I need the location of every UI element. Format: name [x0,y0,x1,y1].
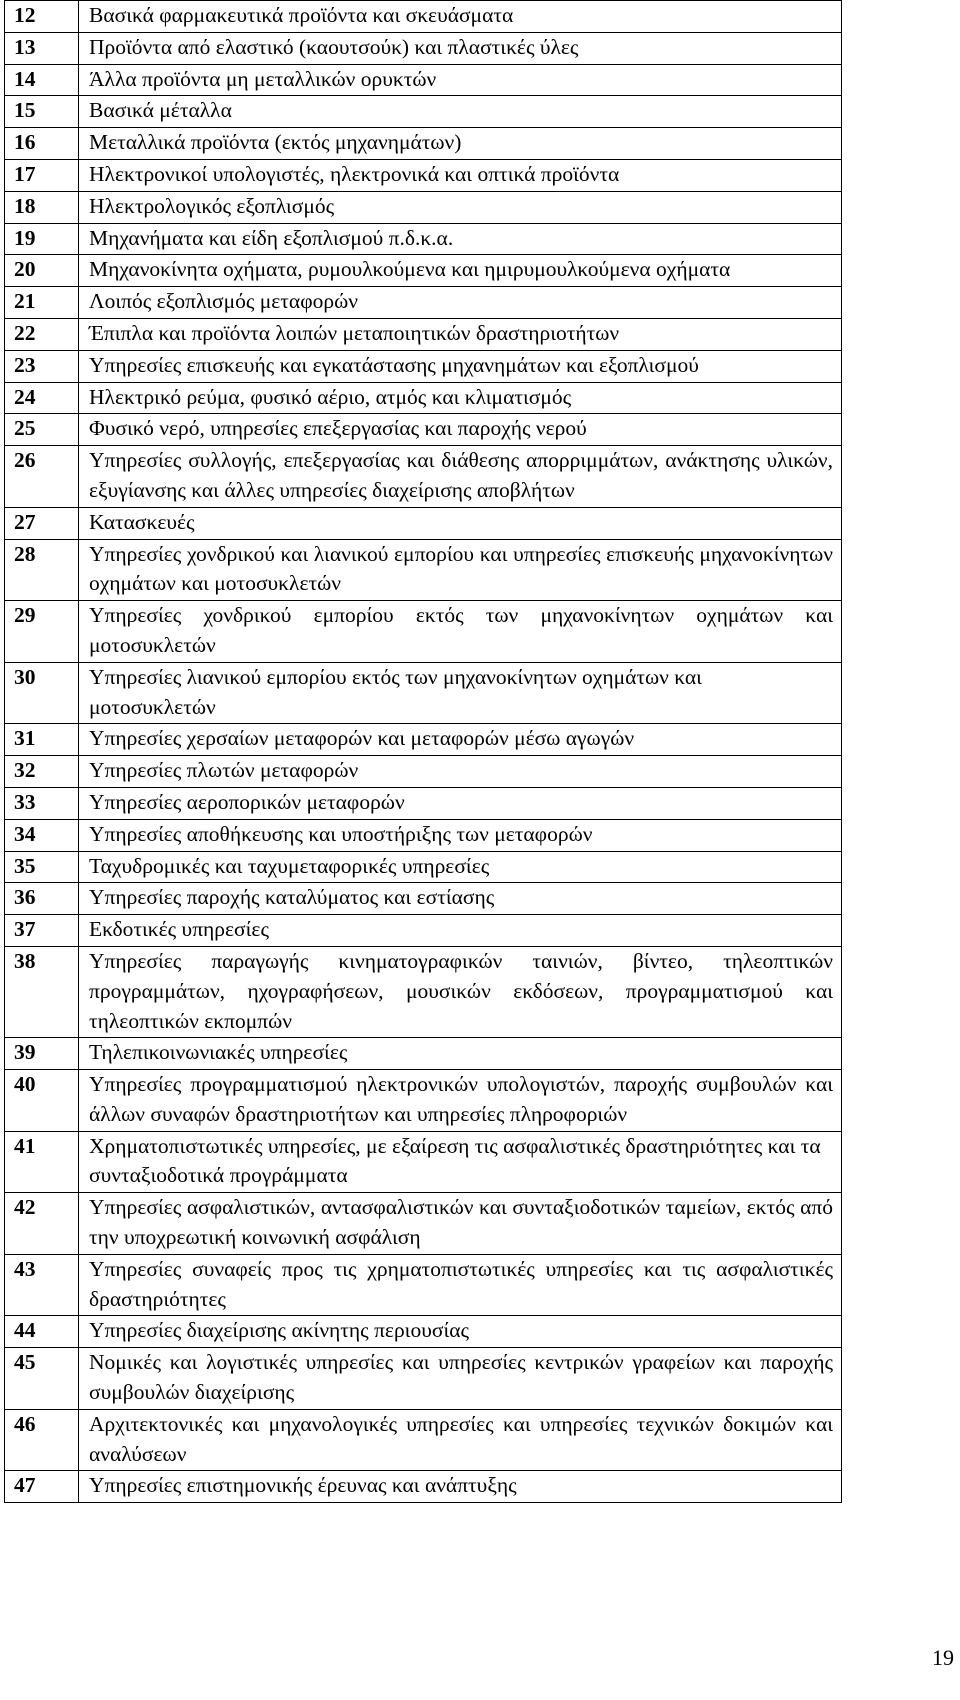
row-number: 24 [5,382,79,414]
table-row [5,1,842,33]
row-description: Μηχανήματα και είδη εξοπλισμού π.δ.κ.α. [79,223,842,255]
table-row [5,1131,842,1193]
table-row [5,851,842,883]
classification-table [4,0,842,1503]
row-number: 29 [5,601,79,663]
row-description: Μεταλλικά προϊόντα (εκτός μηχανημάτων) [79,128,842,160]
row-number: 14 [5,64,79,96]
row-description: Βασικά μέταλλα [79,96,842,128]
row-number: 26 [5,446,79,508]
row-number: 45 [5,1348,79,1410]
table-row [5,64,842,96]
table-row [5,32,842,64]
row-number: 40 [5,1070,79,1132]
row-number: 31 [5,724,79,756]
table-row [5,787,842,819]
row-number: 23 [5,350,79,382]
row-number: 21 [5,287,79,319]
table-row [5,915,842,947]
row-number: 47 [5,1471,79,1503]
row-description: Υπηρεσίες χονδρικού εμπορίου εκτός των μηχανοκίνητων οχημάτων και μοτοσυκλετών [79,601,842,663]
row-number: 15 [5,96,79,128]
row-number: 30 [5,662,79,724]
row-number: 38 [5,946,79,1037]
table-row [5,883,842,915]
row-description: Ηλεκτρολογικός εξοπλισμός [79,191,842,223]
row-number: 19 [5,223,79,255]
table-row [5,287,842,319]
row-description: Ηλεκτρονικοί υπολογιστές, ηλεκτρονικά και οπτικά προϊόντα [79,159,842,191]
row-description: Υπηρεσίες πλωτών μεταφορών [79,756,842,788]
row-number: 43 [5,1254,79,1316]
row-number: 46 [5,1409,79,1471]
row-number: 17 [5,159,79,191]
table-row [5,255,842,287]
row-number: 22 [5,318,79,350]
row-description: Υπηρεσίες συναφείς προς τις χρηματοπιστωτικές υπηρεσίες και τις ασφαλιστικές δραστηριότητες [79,1254,842,1316]
row-number: 33 [5,787,79,819]
row-description: Βασικά φαρμακευτικά προϊόντα και σκευάσματα [79,1,842,33]
row-description: Προϊόντα από ελαστικό (καουτσούκ) και πλαστικές ύλες [79,32,842,64]
row-description: Μηχανοκίνητα οχήματα, ρυμουλκούμενα και ημιρυμουλκούμενα οχήματα [79,255,842,287]
table-row [5,191,842,223]
row-number: 18 [5,191,79,223]
row-description: Λοιπός εξοπλισμός μεταφορών [79,287,842,319]
table-row [5,1193,842,1255]
row-number: 13 [5,32,79,64]
page-number: 19 [932,1645,954,1670]
row-description: Τηλεπικοινωνιακές υπηρεσίες [79,1038,842,1070]
table-row [5,350,842,382]
table-row [5,1316,842,1348]
table-row [5,507,842,539]
row-description: Κατασκευές [79,507,842,539]
row-number: 27 [5,507,79,539]
row-number: 36 [5,883,79,915]
table-row [5,1471,842,1503]
table-row [5,414,842,446]
row-description: Ταχυδρομικές και ταχυμεταφορικές υπηρεσίες [79,851,842,883]
row-description: Υπηρεσίες χονδρικού και λιανικού εμπορίου και υπηρεσίες επισκευής μηχανοκίνητων οχημάτων και μοτοσυκλετών [79,539,842,601]
row-description: Άλλα προϊόντα μη μεταλλικών ορυκτών [79,64,842,96]
row-description: Υπηρεσίες χερσαίων μεταφορών και μεταφορών μέσω αγωγών [79,724,842,756]
table-row [5,1254,842,1316]
row-description: Εκδοτικές υπηρεσίες [79,915,842,947]
table-row [5,318,842,350]
table-row [5,223,842,255]
row-number: 44 [5,1316,79,1348]
row-number: 28 [5,539,79,601]
row-description: Χρηματοπιστωτικές υπηρεσίες, με εξαίρεση τις ασφαλιστικές δραστηριότητες και τα συνταξιοδοτικά προγράμματα [79,1131,842,1193]
row-description: Υπηρεσίες αποθήκευσης και υποστήριξης των μεταφορών [79,819,842,851]
table-row [5,724,842,756]
row-description: Υπηρεσίες ασφαλιστικών, αντασφαλιστικών και συνταξιοδοτικών ταμείων, εκτός από την υποχρεωτική κοινωνική ασφάλιση [79,1193,842,1255]
row-description: Φυσικό νερό, υπηρεσίες επεξεργασίας και παροχής νερού [79,414,842,446]
table-row [5,382,842,414]
row-number: 32 [5,756,79,788]
row-description: Ηλεκτρικό ρεύμα, φυσικό αέριο, ατμός και κλιματισμός [79,382,842,414]
row-number: 37 [5,915,79,947]
table-row [5,946,842,1037]
table-row [5,128,842,160]
row-description: Έπιπλα και προϊόντα λοιπών μεταποιητικών δραστηριοτήτων [79,318,842,350]
row-description: Νομικές και λογιστικές υπηρεσίες και υπηρεσίες κεντρικών γραφείων και παροχής συμβουλών διαχείρισης [79,1348,842,1410]
row-description: Υπηρεσίες παροχής καταλύματος και εστίασης [79,883,842,915]
row-number: 20 [5,255,79,287]
table-row [5,756,842,788]
row-number: 25 [5,414,79,446]
row-number: 42 [5,1193,79,1255]
row-number: 39 [5,1038,79,1070]
table-row [5,1409,842,1471]
row-number: 16 [5,128,79,160]
table-row [5,1348,842,1410]
row-description: Υπηρεσίες προγραμματισμού ηλεκτρονικών υπολογιστών, παροχής συμβουλών και άλλων συναφών δραστηριοτήτων και υπηρεσίες πληροφοριών [79,1070,842,1132]
table-row [5,662,842,724]
row-description: Υπηρεσίες συλλογής, επεξεργασίας και διάθεσης απορριμμάτων, ανάκτησης υλικών, εξυγίανσης και άλλες υπηρεσίες διαχείρισης αποβλήτων [79,446,842,508]
table-row [5,96,842,128]
row-number: 34 [5,819,79,851]
row-number: 12 [5,1,79,33]
table-row [5,1038,842,1070]
row-description: Υπηρεσίες επιστημονικής έρευνας και ανάπτυξης [79,1471,842,1503]
row-number: 41 [5,1131,79,1193]
row-description: Υπηρεσίες επισκευής και εγκατάστασης μηχανημάτων και εξοπλισμού [79,350,842,382]
row-description: Υπηρεσίες παραγωγής κινηματογραφικών ταινιών, βίντεο, τηλεοπτικών προγραμμάτων, ηχογραφήσεων, μουσικών εκδόσεων, προγραμματισμού και τηλεοπτικών εκπομπών [79,946,842,1037]
row-description: Αρχιτεκτονικές και μηχανολογικές υπηρεσίες και υπηρεσίες τεχνικών δοκιμών και αναλύσεων [79,1409,842,1471]
table-row [5,1070,842,1132]
row-number: 35 [5,851,79,883]
row-description: Υπηρεσίες λιανικού εμπορίου εκτός των μηχανοκίνητων οχημάτων και μοτοσυκλετών [79,662,842,724]
table-row [5,159,842,191]
row-description: Υπηρεσίες αεροπορικών μεταφορών [79,787,842,819]
row-description: Υπηρεσίες διαχείρισης ακίνητης περιουσίας [79,1316,842,1348]
table-row [5,539,842,601]
table-row [5,446,842,508]
table-row [5,601,842,663]
table-row [5,819,842,851]
